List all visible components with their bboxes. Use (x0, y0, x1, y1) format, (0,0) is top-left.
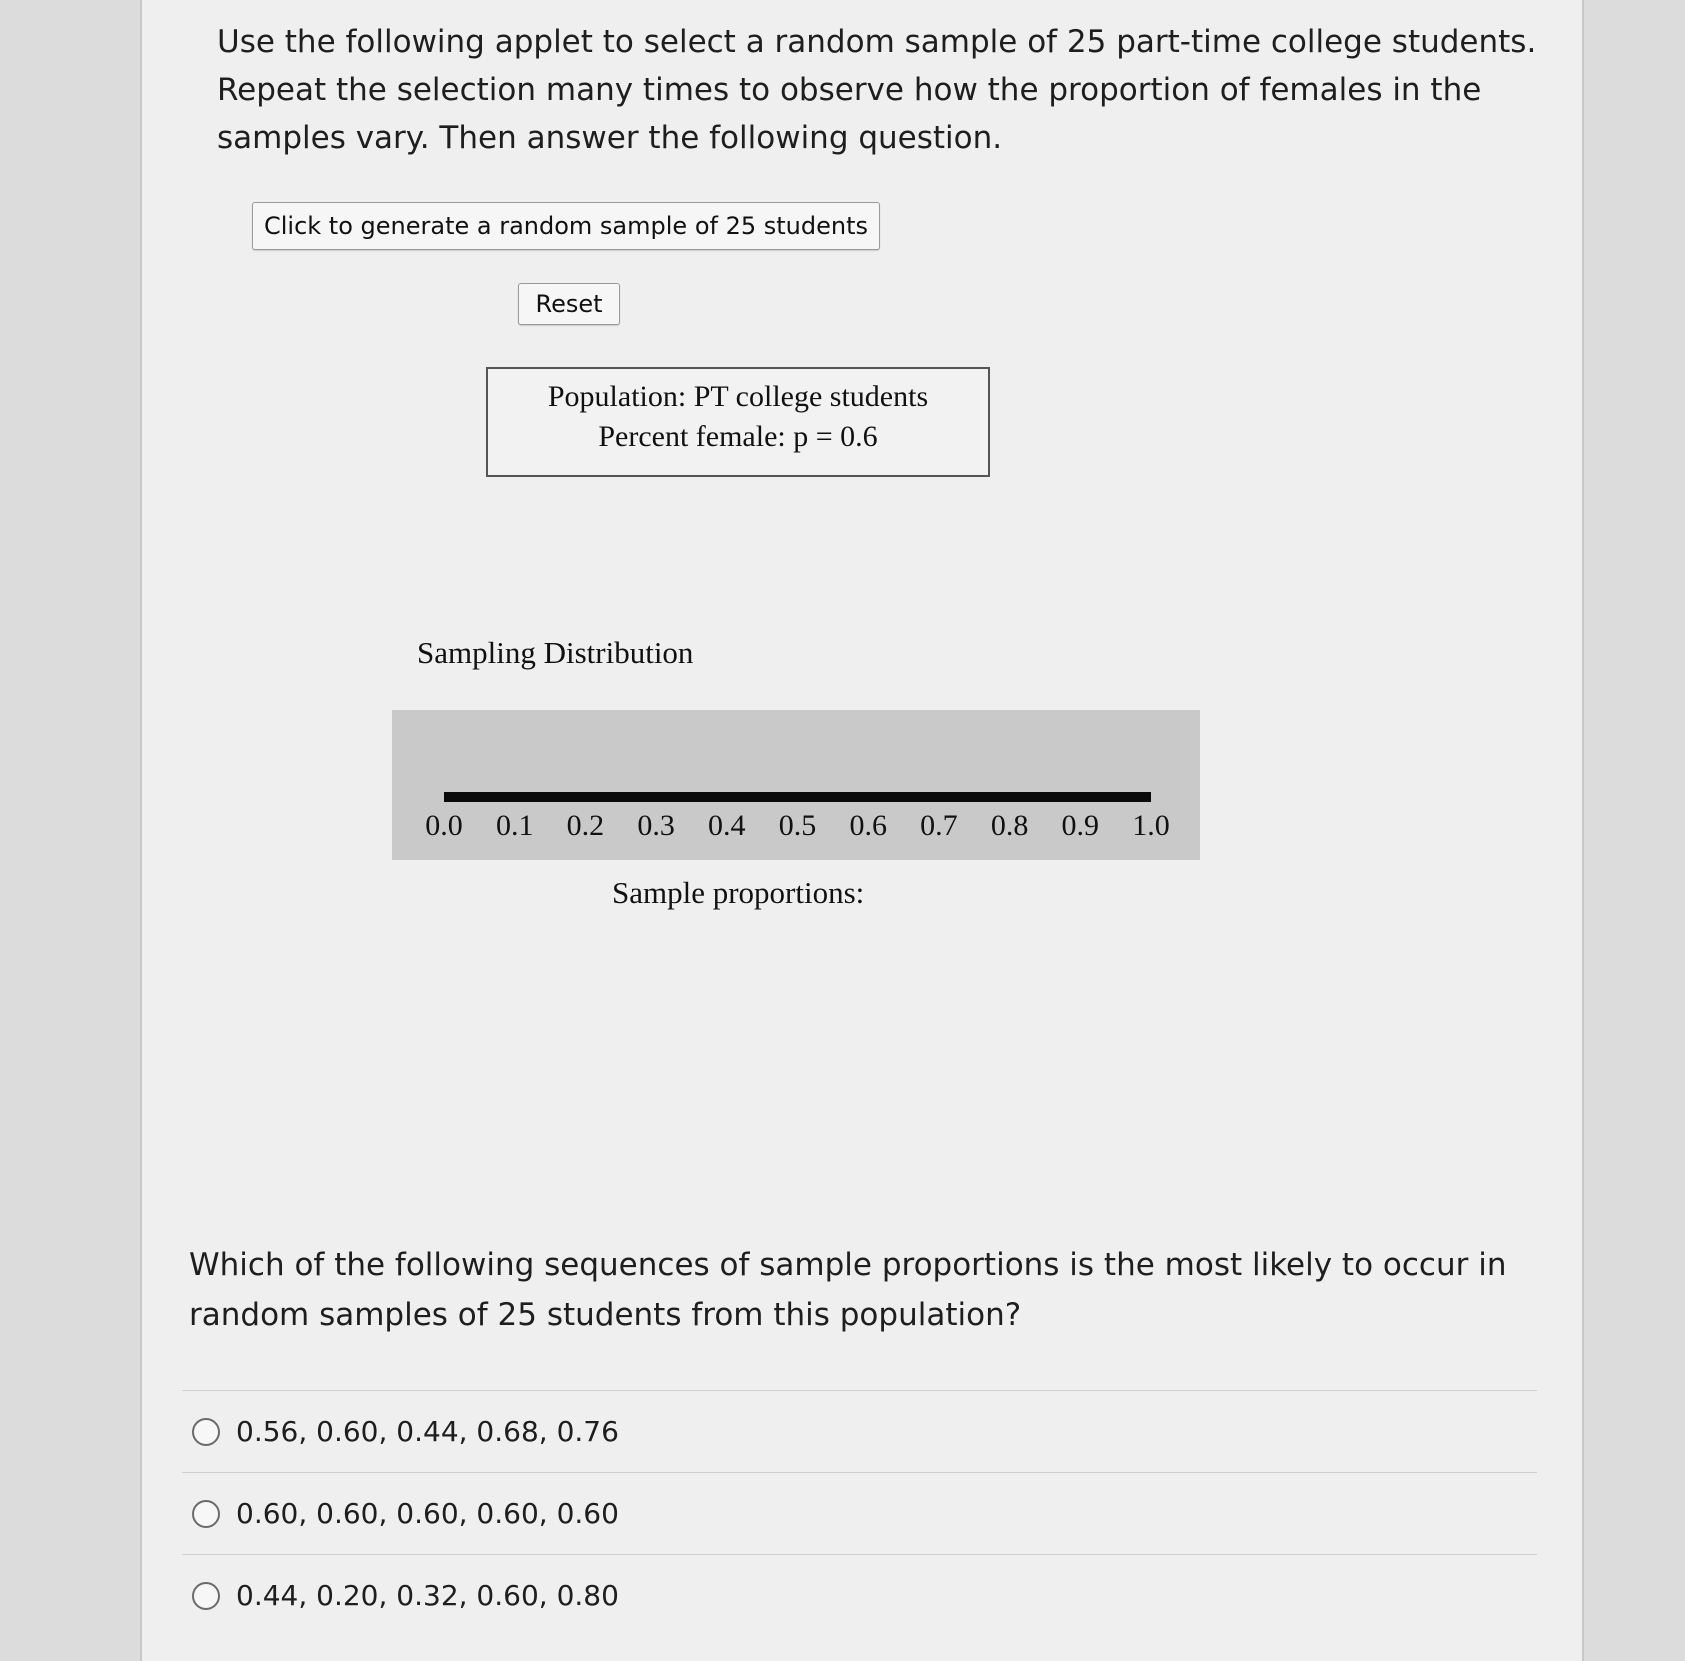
tick-label: 0.1 (495, 809, 534, 842)
tick-label: 0.6 (849, 809, 887, 842)
answer-options (182, 1390, 1537, 1636)
radio-button[interactable] (192, 1582, 220, 1610)
generate-sample-button[interactable]: Click to generate a random sample of 25 students (252, 202, 880, 250)
population-label: Population: PT college students (547, 380, 929, 413)
sample-proportions-label: Sample proportions: (612, 875, 865, 910)
reset-button[interactable]: Reset (518, 283, 620, 325)
tick-label: 0.0 (425, 809, 463, 842)
tick-label: 0.5 (778, 809, 817, 842)
tick-label: 0.9 (1061, 809, 1100, 842)
tick-label: 0.3 (637, 809, 675, 842)
percent-female-label: Percent female: p = 0.6 (598, 420, 878, 453)
question-page (140, 0, 1584, 1661)
radio-button[interactable] (192, 1500, 220, 1528)
question-text: Which of the following sequences of sample proportions is the most likely to occur in random samples of 25 students from this population? (189, 1247, 1507, 1333)
tick-label: 0.4 (708, 809, 746, 842)
number-line-axis (444, 792, 1151, 802)
tick-label: 0.7 (920, 809, 958, 842)
answer-option-1[interactable] (182, 1391, 1537, 1472)
answer-option-3[interactable] (182, 1555, 1537, 1636)
tick-label: 1.0 (1132, 809, 1170, 842)
sampling-distribution-title: Sampling Distribution (417, 635, 694, 670)
option-label: 0.44, 0.20, 0.32, 0.60, 0.80 (236, 1579, 619, 1612)
tick-label: 0.2 (566, 809, 605, 842)
radio-button[interactable] (192, 1418, 220, 1446)
sampling-distribution-chart (392, 710, 1200, 860)
intro-text: Use the following applet to select a random sample of 25 part-time college students. Repeat the selection many times to observe how the proportion of females in the samples vary. Then answer the following question. (217, 24, 1537, 156)
option-label: 0.60, 0.60, 0.60, 0.60, 0.60 (236, 1497, 619, 1530)
option-label: 0.56, 0.60, 0.44, 0.68, 0.76 (236, 1415, 619, 1448)
population-box (486, 367, 990, 477)
answer-option-2[interactable] (182, 1473, 1537, 1554)
tick-label: 0.8 (990, 809, 1029, 842)
